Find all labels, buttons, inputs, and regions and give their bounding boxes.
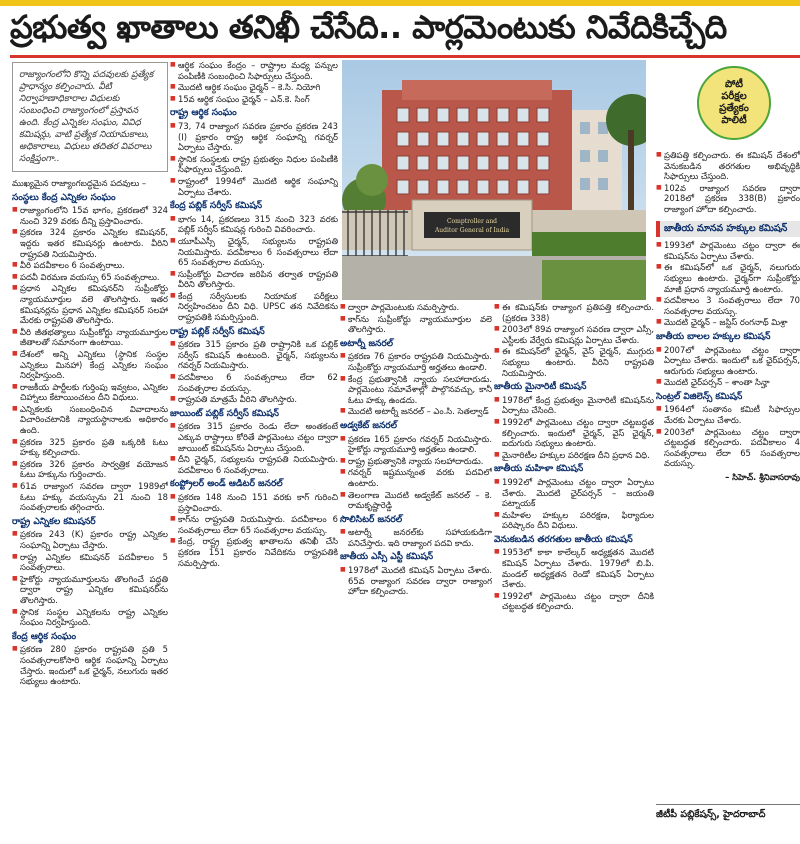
col4-item: ■ 2003లో 89వ రాజ్యాంగ సవరణ ద్వారా ఎస్సీ, ఎస్టీలకు వేర్వేరు కమిషన్లు ఏర్పాటు చేశారు. — [494, 324, 654, 345]
col1-sub-state-election: రాష్ట్ర ఎన్నికల కమిషనర్ — [12, 516, 96, 527]
col2-item: ■ ఆర్థిక సంఘం కేంద్రం – రాష్ట్రాల మధ్య పన్నుల పంపిణీకి సంబంధించి సిఫార్సులు చేస్తుంది. — [170, 60, 338, 81]
col4-sub-bc-commission: వెనుకబడిన తరగతుల జాతీయ కమిషన్ — [494, 534, 633, 545]
col3-item: ■ ప్రకరణ 76 ప్రకారం రాష్ట్రపతి నియమిస్తారు. సుప్రీంకోర్టు న్యాయమూర్తి అర్హతలు ఉండాలి. — [340, 351, 492, 372]
col2-item: ■ మొదటి ఆర్థిక సంఘం ఛైర్మన్ – కె.సి. నియోగి — [170, 82, 338, 93]
col1-item: ■ రాష్ట్ర ఎన్నికల కమిషనర్ పదవీకాలం 5 సంవత్సరాలు. — [12, 552, 168, 573]
col5-item: ■ 102వ రాజ్యాంగ సవరణ ద్వారా 2018లో ప్రకరణ 338(B) ప్రకారం రాజ్యాంగ హోదా కల్పించారు. — [656, 183, 800, 215]
col5-sub-child-rights: జాతీయ బాలల హక్కుల కమిషన్ — [656, 331, 771, 342]
col2-sub-state-finance: రాష్ట్ర ఆర్థిక సంఘం — [170, 108, 237, 119]
col2-item: ■ స్థానిక సంస్థలకు రాష్ట్ర ప్రభుత్వం నిధుల పంపిణీకి సిఫార్సులు చేస్తుంది. — [170, 154, 338, 175]
col2-item: ■ సుప్రీంకోర్టు విచారణ జరిపిన తర్వాత రాష్ట్రపతి వీరిని తొలగిస్తారు. — [170, 269, 338, 290]
col1-sub-election-commission: సంస్థలు కేంద్ర ఎన్నికల సంఘం — [12, 192, 116, 203]
column-5 — [656, 150, 800, 844]
col3-item: ■ కాగ్‌ను సుప్రీంకోర్టు న్యాయమూర్తుల వలె తొలగిస్తారు. — [340, 314, 492, 335]
badge-line: పోటీ — [725, 79, 743, 90]
col3-item: ■ ద్వారా పార్లమెంటుకు సమర్పిస్తారు. — [340, 302, 492, 313]
col1-item: ■ ప్రకరణ 325 ప్రకారం ప్రతి ఒక్కరికి ఓటు హక్కు కల్పించారు. — [12, 437, 168, 458]
badge-line: ప్రత్యేకం — [719, 103, 749, 114]
col5-item: ■ మొదటి ఛైర్‌పర్సన్ – శాంతా సిన్హా — [656, 377, 800, 388]
col2-sub-state-psc: రాష్ట్ర పబ్లిక్ సర్వీస్ కమిషన్ — [170, 326, 265, 337]
col2-item: ■ పదవీకాలం 6 సంవత్సరాలు లేదా 62 సంవత్సరాల వయస్సు. — [170, 372, 338, 393]
sign-line-2: Auditor General of India — [434, 227, 510, 234]
col2-sub-upsc: కేంద్ర పబ్లిక్ సర్వీస్ కమిషన్ — [170, 201, 263, 212]
col1-item: ■ దేశంలో అన్ని ఎన్నికలు (స్థానిక సంస్థల ఎన్నికలు మినహా) కేంద్ర ఎన్నికల సంఘం నిర్వహిస్తుంది. — [12, 349, 168, 381]
col3-sub-advocate-general: అడ్వకేట్ జనరల్ — [340, 420, 397, 431]
col2-item: ■ రాష్ట్రంలో 1994లో మొదటి ఆర్థిక సంఘాన్ని ఏర్పాటు చేశారు. — [170, 176, 338, 197]
col1-item: ■ ప్రకరణ 326 ప్రకారం సార్వత్రిక వయోజన ఓటు హక్కును గుర్తించారు. — [12, 459, 168, 480]
badge-line: పాలిటీ — [721, 115, 747, 126]
col1-item: ■ వీరి పదవీకాలం 6 సంవత్సరాలు. — [12, 260, 168, 271]
col3-item: ■ అటార్నీ జనరల్‌కు సహాయకుడిగా పనిచేస్తారు. ఇది రాజ్యాంగ పదవి కాదు. — [340, 527, 492, 548]
col3-item: ■ తెలంగాణ మొదటి అడ్వకేట్ జనరల్ – కె. రామకృష్ణారెడ్డి — [340, 490, 492, 511]
col4-item: ■ 1992లో పార్లమెంటు చట్టం ద్వారా ఏర్పాటు చేశారు. మొదటి ఛైర్‌పర్సన్ – జయంతి పట్నాయక్ — [494, 477, 654, 509]
intro-box: రాజ్యాంగంలోని కొన్ని పదవులకు ప్రత్యేక ప్రాధాన్యం కల్పించారు. వీటి నిర్వాహణాధికారాల విధులకు సంబంధించి రాజ్యాంగంలో ప్రస్తావన ఉంది. కేంద్ర ఎన్నికల సంఘం, వివిధ కమిషన్లు, వాటి ప్రత్యేక నియామకాలు, అధికారాలు, విధులు తదితర వివరాలు సంక్షిప్తంగా.. — [12, 62, 168, 172]
col5-item: ■ మొదటి ఛైర్మన్ – జస్టిస్ రంగనాథ్ మిశ్రా — [656, 317, 800, 328]
col3-sub-attorney-general: అటార్నీ జనరల్ — [340, 338, 394, 349]
col2-item: ■ ప్రకరణ 148 నుంచి 151 వరకు కాగ్ గురించి ప్రస్తావించారు. — [170, 492, 338, 513]
col1-item: ■ స్థానిక సంస్థల ఎన్నికలను రాష్ట్ర ఎన్నికల సంఘం నిర్వహిస్తుంది. — [12, 607, 168, 628]
col1-lead: ముఖ్యమైన రాజ్యాంగబద్ధమైన పదవులు – — [12, 178, 147, 188]
col3-item: ■ కేంద్ర ప్రభుత్వానికి న్యాయ సలహాదారుడు. పార్లమెంటు సమావేశాల్లో పాల్గొనవచ్చు, కానీ ఓటు హక్కు ఉండదు. — [340, 374, 492, 406]
cag-building-photo — [342, 60, 646, 300]
col1-item: ■ ఎన్నికలకు సంబంధించిన వివాదాలను విచారించటానికి న్యాయస్థానాలకు అధికారం ఉంది. — [12, 404, 168, 436]
col2-item: ■ దీని ఛైర్మన్, సభ్యులను రాష్ట్రపతి నియమిస్తారు. పదవీకాలం 6 సంవత్సరాలు. — [170, 454, 338, 475]
col5-item: ■ 1964లో సంతానం కమిటీ సిఫార్సుల మేరకు ఏర్పాటు చేశారు. — [656, 404, 800, 425]
col3-item: ■ మొదటి అటార్నీ జనరల్ – ఎం.సి. సెతల్వాడ్ — [340, 406, 492, 417]
column-2 — [170, 60, 338, 844]
col4-item: ■ 1992లో పార్లమెంటు చట్టం ద్వారా దీనికి చట్టబద్ధత కల్పించారు. — [494, 591, 654, 612]
col5-item: ■ ప్రతిపత్తి కల్పించారు. ఈ కమిషన్ దేశంలో వెనుకబడిన తరగతుల అభివృద్ధికి సిఫార్సులు చేస్తుంది. — [656, 150, 800, 182]
top-accent-bar — [0, 0, 800, 6]
col1-item: ■ వీరి జీతభత్యాలు సుప్రీంకోర్టు న్యాయమూర్తుల జీతాలతో సమానంగా ఉంటాయి. — [12, 327, 168, 348]
col2-item: ■ ప్రకరణ 315 ప్రకారం ప్రతి రాష్ట్రానికి ఒక పబ్లిక్ సర్వీస్ కమిషన్ ఉంటుంది. ఛైర్మన్, సభ్యులను గవర్నర్ నియమిస్తారు. — [170, 339, 338, 371]
page-headline: ప్రభుత్వ ఖాతాలు తనిఖీ చేసేది.. పార్లమెంటుకు నివేదికిచ్చేది — [10, 8, 727, 46]
publication-credit: జీటీపీ పబ్లికేషన్స్, హైదరాబాద్ — [656, 804, 800, 826]
col4-item: ■ ఈ కమిషన్‌లో ఛైర్మన్, వైస్ ఛైర్మన్, ముగ్గురు సభ్యులు ఉంటారు. వీరిని రాష్ట్రపతి నియమిస్తారు. — [494, 346, 654, 378]
col1-item: ■ ప్రకరణ 324 ప్రకారం ఎన్నికల కమిషనర్, ఇద్దరు ఇతర కమిషనర్లు ఉంటారు. వీరిని రాష్ట్రపతి నియమిస్తారు. — [12, 227, 168, 259]
col5-item: ■ 2003లో పార్లమెంటు చట్టం ద్వారా చట్టబద్ధత కల్పించారు. పదవీకాలం 4 సంవత్సరాలు లేదా 65 సంవత్సరాల వయస్సు. — [656, 427, 800, 469]
column-1 — [12, 60, 168, 844]
col5-item: ■ 1993లో పార్లమెంటు చట్టం ద్వారా ఈ కమిషన్‌ను ఏర్పాటు చేశారు. — [656, 240, 800, 261]
sign-line-1: Comptroller and — [446, 218, 498, 225]
col5-item: ■ 2007లో పార్లమెంటు చట్టం ద్వారా ఏర్పాటు చేశారు. ఇందులో ఒక ఛైర్‌పర్సన్, ఆరుగురు సభ్యులు ఉంటారు. — [656, 345, 800, 377]
col3-item: ■ ప్రకరణ 165 ప్రకారం గవర్నర్ నియమిస్తారు. హైకోర్టు న్యాయమూర్తి అర్హతలు ఉండాలి. — [340, 434, 492, 455]
col2-item: ■ భాగం 14, ప్రకరణలు 315 నుంచి 323 వరకు పబ్లిక్ సర్వీస్ కమిషన్ల గురించి వివరించారు. — [170, 214, 338, 235]
col2-item: ■ కేంద్ర సర్వీసులకు నియామక పరీక్షలు నిర్వహించటం దీని విధి. UPSC తన నివేదికను రాష్ట్రపతికి సమర్పిస్తుంది. — [170, 291, 338, 323]
col4-item: ■ మహిళల హక్కుల పరిరక్షణ, ఫిర్యాదుల పరిష్కారం దీని విధులు. — [494, 510, 654, 531]
polity-special-badge — [697, 66, 771, 140]
col4-item: ■ 1953లో కాకా కాలేల్కర్ అధ్యక్షతన మొదటి కమిషన్ ఏర్పాటు చేశారు. 1979లో బి.పి. మండల్ అధ్యక్షతన రెండో కమిషన్ ఏర్పాటు చేశారు. — [494, 547, 654, 589]
col2-item: ■ రాష్ట్రపతి మాత్రమే వీరిని తొలగిస్తారు. — [170, 394, 338, 405]
col1-item: ■ ప్రధాన ఎన్నికల కమిషనర్‌ని సుప్రీంకోర్టు న్యాయమూర్తుల వలె తొలగిస్తారు. ఇతర కమిషనర్లను ప్రధాన ఎన్నికల కమిషనర్ సలహా మేరకు రాష్ట్రపతి తొలగిస్తారు. — [12, 283, 168, 325]
col4-item: ■ ఈ కమిషన్‌కు రాజ్యాంగ ప్రతిపత్తి కల్పించారు. (ప్రకరణ 338) — [494, 302, 654, 323]
col4-item: ■ 1978లో కేంద్ర ప్రభుత్వం మైనారిటీ కమిషన్‌ను ఏర్పాటు చేసింది. — [494, 395, 654, 416]
badge-line: పరీక్షల — [721, 91, 747, 102]
col2-item: ■ కేంద్ర, రాష్ట్ర ప్రభుత్వ ఖాతాలను తనిఖీ చేసి ప్రకరణ 151 ప్రకారం నివేదికను రాష్ట్రపతికి సమర్పిస్తారు. — [170, 536, 338, 568]
col1-item: ■ ప్రకరణ 280 ప్రకారం రాష్ట్రపతి ప్రతి 5 సంవత్సరాలకోసారి ఆర్థిక సంఘాన్ని ఏర్పాటు చేస్తారు. ఇందులో ఒక ఛైర్మన్, నలుగురు ఇతర సభ్యులు ఉంటారు. — [12, 644, 168, 686]
col3-item: ■ గవర్నర్ ఇష్టమున్నంత వరకు పదవిలో ఉంటారు. — [340, 467, 492, 488]
column-4 — [494, 302, 654, 844]
col3-sub-solicitor-general: సొలిసిటర్ జనరల్ — [340, 514, 403, 525]
col1-item: ■ రాజ్యాంగంలోని 15వ భాగం, ప్రకరణలో 324 నుంచి 329 వరకు దీన్ని ప్రస్తావించారు. — [12, 205, 168, 226]
col2-item: ■ 15వ ఆర్థిక సంఘం ఛైర్మన్ – ఎన్.కె. సింగ్ — [170, 94, 338, 105]
col2-sub-joint-psc: జాయింట్ పబ్లిక్ సర్వీస్ కమిషన్ — [170, 408, 279, 419]
col3-item: ■ 1978లో మొదటి కమిషన్ ఏర్పాటు చేశారు. 65వ రాజ్యాంగ సవరణ ద్వారా రాజ్యాంగ హోదా కల్పించారు. — [340, 565, 492, 597]
col1-sub-finance-commission: కేంద్ర ఆర్థిక సంఘం — [12, 631, 77, 642]
col3-item: ■ రాష్ట్ర ప్రభుత్వానికి న్యాయ సలహాదారుడు. — [340, 456, 492, 467]
col5-sub-vigilance: సెంట్రల్ విజిలెన్స్ కమిషన్ — [656, 391, 743, 402]
col2-item: ■ కాగ్‌ను రాష్ట్రపతి నియమిస్తారు. పదవీకాలం 6 సంవత్సరాలు లేదా 65 సంవత్సరాల వయస్సు. — [170, 514, 338, 535]
col1-item: ■ హైకోర్టు న్యాయమూర్తులను తొలగించే పద్ధతి ద్వారా రాష్ట్ర ఎన్నికల కమిషనర్‌ను తొలగిస్తారు. — [12, 574, 168, 606]
col1-item: ■ 61వ రాజ్యాంగ సవరణ ద్వారా 1989లో ఓటు హక్కు వయస్సును 21 నుంచి 18 సంవత్సరాలకు తగ్గించారు. — [12, 481, 168, 513]
author-name: – సిహెచ్. శ్రీనివాసరావు — [725, 472, 800, 483]
col1-item: ■ ప్రకరణ 243 (K) ప్రకారం రాష్ట్ర ఎన్నికల సంఘాన్ని ఏర్పాటు చేస్తారు. — [12, 529, 168, 550]
col3-sub-sc-st-commission: జాతీయ ఎస్సీ ఎస్టీ కమిషన్ — [340, 552, 434, 563]
col2-item: ■ యూపీఎస్సీ ఛైర్మన్, సభ్యులను రాష్ట్రపతి నియమిస్తారు. పదవీకాలం 6 సంవత్సరాలు లేదా 65 సంవత్సరాల వయస్సు. — [170, 236, 338, 268]
col4-sub-minority-commission: జాతీయ మైనారిటీ కమిషన్ — [494, 382, 587, 393]
col4-sub-women-commission: జాతీయ మహిళా కమిషన్ — [494, 464, 584, 475]
col4-item: ■ మైనారిటీల హక్కుల పరిరక్షణ దీని ప్రధాన విధి. — [494, 450, 654, 461]
col1-item: ■ పదవీ విరమణ వయస్సు 65 సంవత్సరాలు. — [12, 272, 168, 283]
col5-item: ■ ఈ కమిషన్‌లో ఒక ఛైర్మన్, నలుగురు సభ్యులు ఉంటారు. ఛైర్మన్‌గా సుప్రీంకోర్టు మాజీ ప్రధాన న్యాయమూర్తి ఉంటారు. — [656, 262, 800, 294]
col2-item: ■ ప్రకరణ 315 ప్రకారం రెండు లేదా అంతకంటే ఎక్కువ రాష్ట్రాలు కోరితే పార్లమెంటు చట్టం ద్వారా జాయింట్ కమిషన్‌ను ఏర్పాటు చేస్తుంది. — [170, 421, 338, 453]
column-3 — [340, 302, 492, 844]
col2-item: ■ 73, 74 రాజ్యాంగ సవరణ ప్రకారం ప్రకరణ 243 (I) ప్రకారం రాష్ట్ర ఆర్థిక సంఘాన్ని గవర్నర్ ఏర్పాటు చేస్తారు. — [170, 121, 338, 153]
headline-rule — [10, 55, 800, 58]
col1-item: ■ రాజకీయ పార్టీలకు గుర్తింపు ఇవ్వటం, ఎన్నికల చిహ్నాలు కేటాయించటం దీని విధులు. — [12, 382, 168, 403]
col5-sub-human-rights: జాతీయ మానవ హక్కుల కమిషన్ — [656, 221, 800, 238]
col4-item: ■ 1992లో పార్లమెంటు చట్టం ద్వారా చట్టబద్ధత కల్పించారు. ఇందులో ఛైర్మన్, వైస్ ఛైర్మన్, ఐదుగురు సభ్యులు ఉంటారు. — [494, 417, 654, 449]
col5-item: ■ పదవీకాలం 3 సంవత్సరాలు లేదా 70 సంవత్సరాల వయస్సు. — [656, 295, 800, 316]
col2-sub-cag: కంప్ట్రోలర్ అండ్ ఆడిటర్ జనరల్ — [170, 479, 283, 490]
